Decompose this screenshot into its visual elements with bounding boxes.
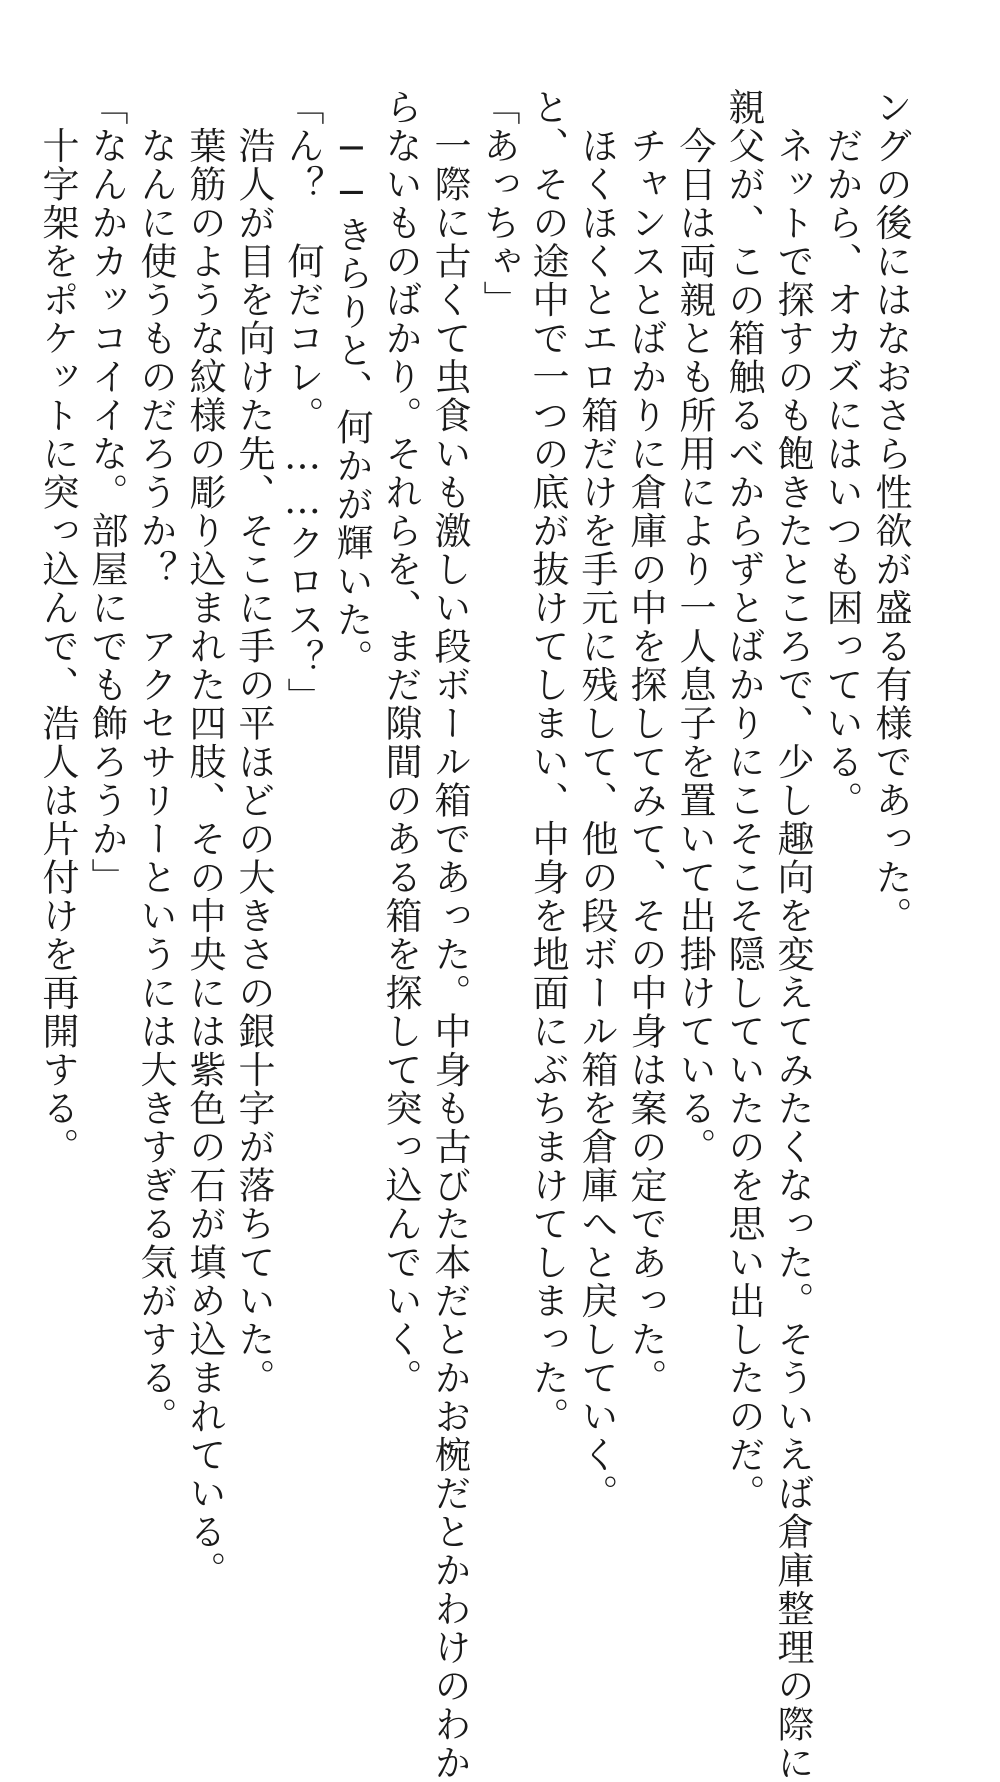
text-line: だから、オカズにはいつも困っている。 <box>820 88 863 820</box>
text-line: ングの後にはなおさら性欲が盛る有様であった。 <box>869 88 912 935</box>
text-line: 親父が、この箱触るべからずとばかりにこそこそ隠していたのを思い出したのだ。 <box>722 88 765 1513</box>
text-line: ほくほくとエロ箱だけを手元に残して、他の段ボール箱を倉庫へと戻していく。 <box>575 88 618 1513</box>
text-line: なんに使うものだろうか？ アクセサリーというには大きすぎる気がする。 <box>134 88 177 1436</box>
text-line: 浩人が目を向けた先、そこに手の平ほどの大きさの銀十字が落ちていた。 <box>232 88 275 1397</box>
text-line: 今日は両親とも所用により一人息子を置いて出掛けている。 <box>673 88 716 1166</box>
text-line: 十字架をポケットに突っ込んで、浩人は片付けを再開する。 <box>36 88 79 1166</box>
text-line: ネットで探すのも飽きたところで、少し趣向を変えてみたくなった。そういえば倉庫整理の際に <box>771 88 814 1782</box>
vertical-text-body <box>33 88 915 1782</box>
text-line: ──きらりと、何かが輝いた。 <box>330 88 373 678</box>
text-line: チャンスとばかりに倉庫の中を探してみて、その中身は案の定であった。 <box>624 88 667 1397</box>
text-line: 一際に古くて虫食いも激しい段ボール箱であった。中身も古びた本だとかお椀だとかわけのわか <box>428 88 471 1782</box>
text-line: 「ん？ 何だコレ。……クロス？」 <box>281 88 324 716</box>
text-line: 「あっちゃ」 <box>477 88 520 319</box>
text-line: 「なんかカッコイイな。部屋にでも飾ろうか」 <box>85 88 128 897</box>
text-line: と、その途中で一つの底が抜けてしまい、中身を地面にぶちまけてしまった。 <box>526 88 569 1436</box>
text-line: 葉筋のような紋様の彫り込まれた四肢、その中央には紫色の石が填め込まれている。 <box>183 88 226 1590</box>
text-line: らないものばかり。それらを、まだ隙間のある箱を探して突っ込んでいく。 <box>379 88 422 1397</box>
